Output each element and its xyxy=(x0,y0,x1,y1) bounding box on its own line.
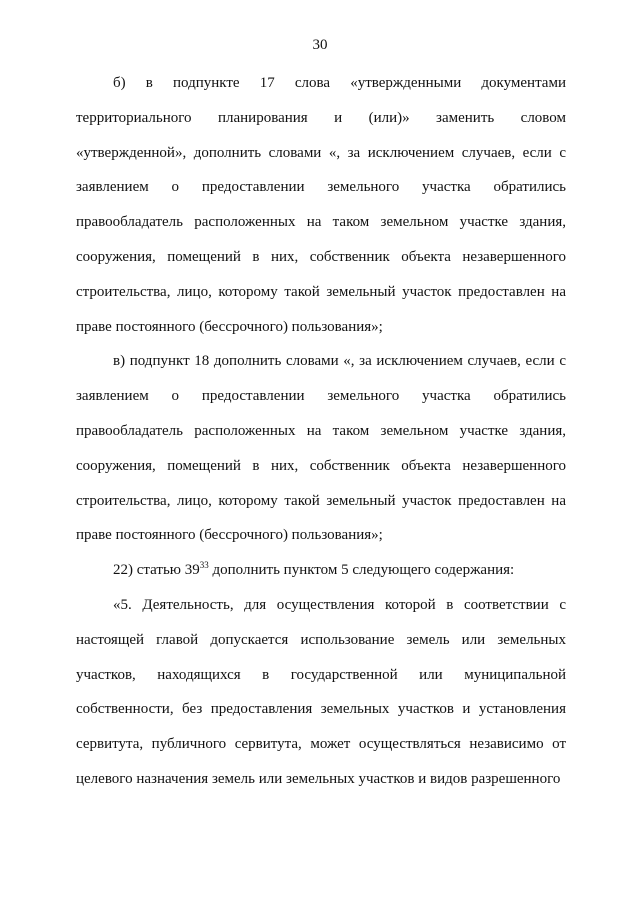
paragraph-item-22 xyxy=(76,553,566,588)
article-superscript: 33 xyxy=(199,560,209,571)
item-22-text-start: 22) статью 39 xyxy=(113,562,200,579)
document-body xyxy=(76,66,566,797)
paragraph-subitem-v: в) подпункт 18 дополнить словами «, за исключением случаев, если с заявлением о предоставлении земельного участка обратились правообладатель расположенных на таком земельном участке здания, сооружения, помещений в них, собственник объекта незавершенного строительства, лицо, которому такой земельный участок предоставлен на праве постоянного (бессрочного) пользования»; xyxy=(76,353,566,544)
page-number: 30 xyxy=(312,37,328,53)
paragraph-subitem-b: б) в подпункте 17 слова «утвержденными документами территориального планирования и (или)» заменить словом «утвержденной», дополнить словами «, за исключением случаев, если с заявлением о предоставлении земельного участка обратились правообладатель расположенных на таком земельном участке здания, сооружения, помещений в них, собственник объекта незавершенного строительства, лицо, которому такой земельный участок предоставлен на праве постоянного (бессрочного) пользования»; xyxy=(76,75,566,335)
paragraph-clause-5: «5. Деятельность, для осуществления которой в соответствии с настоящей главой допускается использование земель или земельных участков, находящихся в государственной или муниципальной собственности, без предоставления земельных участков и установления сервитута, публичного сервитута, может осуществляться независимо от целевого назначения земель или земельных участков и видов разрешенного xyxy=(76,596,566,787)
item-22-text-end: дополнить пунктом 5 следующего содержания: xyxy=(208,562,515,579)
